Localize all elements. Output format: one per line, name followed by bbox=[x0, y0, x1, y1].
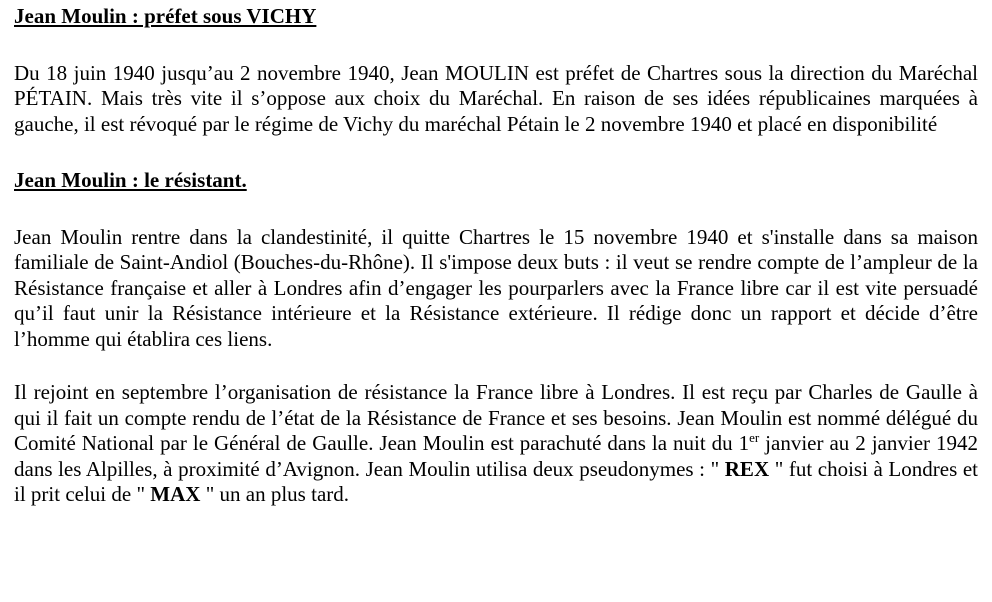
paragraph-text-part1: Il rejoint en septembre l’organisation de résistance la France libre à Londres. Il est reçu par Charles de Gaulle à qui il fait un compte rendu de l’état de la Résistance de France et ses besoins. Jean Moulin est nommé délégué du Comité National par le Général de Gaulle. Jean Moulin est parachuté dans la nuit du 1 bbox=[14, 380, 978, 455]
spacer bbox=[14, 352, 978, 380]
paragraph-text-part4: " un an plus tard. bbox=[200, 482, 350, 506]
section-heading-resistant: Jean Moulin : le résistant. bbox=[14, 168, 247, 192]
spacer bbox=[14, 194, 978, 225]
pseudonym-max: MAX bbox=[150, 482, 201, 506]
paragraph-clandestinite: Jean Moulin rentre dans la clandestinité, il quitte Chartres le 15 novembre 1940 et s'installe dans sa maison familiale de Saint-Andiol (Bouches-du-Rhône). Il s'impose deux buts : il veut se rendre compte de l’ampleur de la Résistance française et aller à Londres afin d’engager les pourparlers avec la France libre car il est vite persuadé qu’il faut unir la Résistance intérieure et la Résistance extérieure. Il rédige donc un rapport et décide d’être l’homme qui établira ces liens. bbox=[14, 224, 978, 351]
paragraph-prefet: Du 18 juin 1940 jusqu’au 2 novembre 1940, Jean MOULIN est préfet de Chartres sous la direction du Maréchal PÉTAIN. Mais très vite il s’oppose aux choix du Maréchal. En raison de ses idées républicaines marquées à gauche, il est révoqué par le régime de Vichy du maréchal Pétain le 2 novembre 1940 et placé en disponibilité bbox=[14, 60, 978, 136]
spacer bbox=[14, 137, 978, 168]
paragraph-text-part2: janvier au 2 janvier 1942 dans les Alpilles, à proximité d’Avignon. Jean Moulin utilisa deux pseudonymes : " bbox=[14, 431, 978, 481]
spacer bbox=[14, 30, 978, 61]
document-body bbox=[14, 4, 978, 508]
pseudonym-rex: REX bbox=[724, 456, 770, 481]
paragraph-londres bbox=[14, 380, 978, 508]
superscript-er: er bbox=[749, 430, 760, 445]
paragraph-text-part3: " fut choisi à Londres et il prit celui de " bbox=[14, 456, 978, 506]
section-heading-prefet: Jean Moulin : préfet sous VICHY bbox=[14, 4, 317, 28]
